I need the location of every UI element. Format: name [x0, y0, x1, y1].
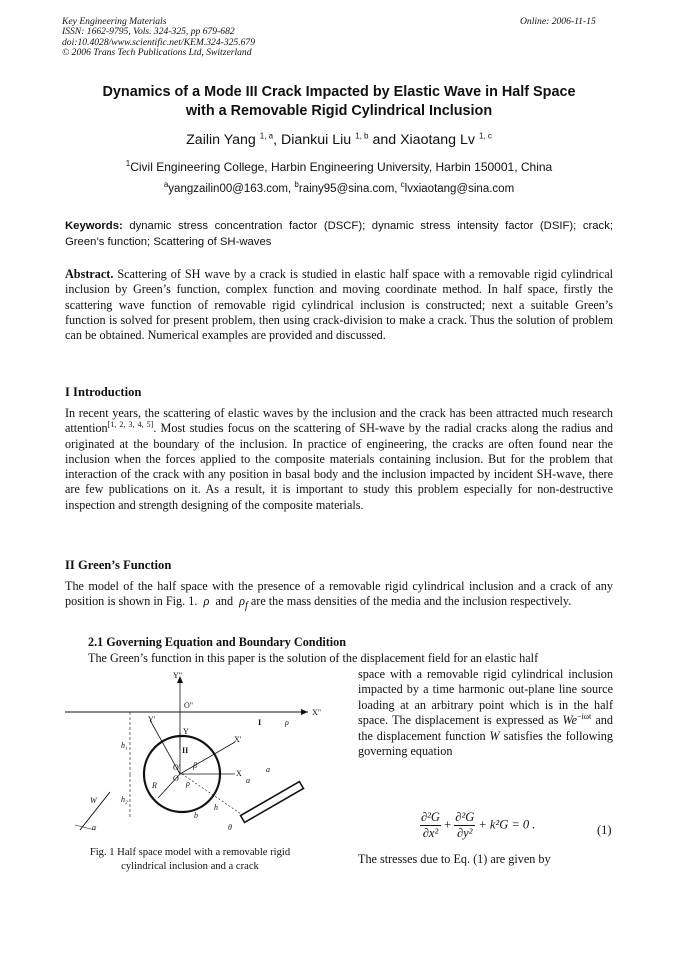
greens-paragraph: [65, 579, 613, 614]
label-ypp: Y": [173, 671, 183, 680]
greens-and: and: [215, 594, 234, 609]
keywords-label: Keywords:: [65, 220, 123, 232]
eq-num-1: ∂²G: [421, 810, 440, 824]
keywords-text: dynamic stress concentration factor (DSCF); dynamic stress intensity factor (DSIF); crack; Green’s function; Scattering of SH-waves: [65, 220, 613, 248]
label-opp: O": [184, 701, 194, 710]
author-1-sup: 1, a: [259, 131, 274, 141]
label-beta: β: [193, 761, 197, 770]
We-exponent: −iωt: [576, 712, 592, 722]
issn: ISSN: 1662-9795, Vols. 324-325, pp 679-682: [62, 26, 235, 38]
label-a2: a: [266, 765, 270, 774]
crack: [241, 782, 304, 823]
email-line: [60, 180, 618, 195]
eq-den-1: ∂x²: [422, 826, 439, 840]
title-line-2: with a Removable Rigid Cylindrical Inclusion: [185, 103, 493, 119]
label-xpp: X": [312, 708, 322, 717]
intro-text-2: . Most studies focus on the scattering of SH-wave by the radial cracks along the radius and originated at the boundary of the inclusion. In practice of engineering, the cracks are often found near the inclusion when the forces applied to the composite materials containing inclusion. But for the problem that interaction of the crack with any position in basal body and the inclusion impacted by incident SH-wave, there are few publications on it. As a result, it is important to study this problem especially for non-destructive inspection and strength designing of the composite materials.: [65, 421, 614, 512]
eq-tail: + k²G = 0 .: [478, 817, 536, 832]
label-op: O': [173, 763, 181, 772]
intro-citation: [1, 2, 3, 4, 5]: [107, 420, 154, 430]
author-sep-1: ,: [273, 132, 281, 148]
label-o: O: [173, 774, 179, 783]
greens-heading: II Green’s Function: [65, 558, 172, 572]
email-b-sup: b: [294, 180, 299, 190]
affiliation-sup: 1: [125, 159, 131, 168]
crack-offset-line: [182, 774, 250, 820]
label-yp: Y': [148, 715, 156, 724]
rho-f-symbol: ρ: [239, 594, 245, 609]
label-b: b: [194, 811, 198, 820]
label-region-II: II: [182, 746, 189, 755]
label-h: h: [214, 803, 218, 812]
subsection-heading: 2.1 Governing Equation and Boundary Condition: [88, 635, 347, 649]
stresses-line: The stresses due to Eq. (1) are given by: [358, 852, 551, 866]
author-2-sup: 1, b: [355, 131, 369, 141]
abstract: [65, 267, 613, 343]
keywords: [65, 218, 613, 250]
author-list: [60, 132, 618, 148]
email-c: lvxiaotang@sina.com: [404, 183, 515, 195]
intro-text-1: In recent years, the scattering of elastic waves by the inclusion and the crack has been attracted much research attention: [65, 406, 613, 436]
label-h1: h₁: [121, 741, 128, 750]
doi: doi:10.4028/www.scientific.net/KEM.324-325.679: [62, 36, 256, 48]
author-sep-2: and: [368, 132, 401, 148]
label-a1: a: [246, 776, 250, 785]
email-a: yangzailin00@163.com,: [168, 183, 295, 195]
label-alpha: α: [92, 823, 97, 832]
label-rhof: ρ: [186, 779, 190, 788]
subsection-text-c: satisfies the following governing equation: [358, 728, 613, 759]
rho-symbol: ρ: [203, 594, 210, 609]
subsection-line-1: The Green’s function in this paper is the solution of the displacement field for an elastic half: [88, 651, 539, 665]
author-3-sup: 1, c: [478, 131, 492, 141]
subsection-text-a: space with a removable rigid cylindrical inclusion impacted by a time harmonic out-plane line source loading at an arbitrary point which is in the half space. The displacement is expressed as: [358, 667, 613, 728]
running-header: [62, 17, 255, 59]
rho-f-sub: f: [245, 600, 248, 612]
intro-paragraph: [65, 406, 613, 513]
label-x: X: [236, 769, 242, 778]
title-line-1: Dynamics of a Mode III Crack Impacted by Elastic Wave in Half Space: [102, 84, 576, 100]
author-1: Zailin Yang: [186, 132, 256, 148]
abstract-label: Abstract.: [65, 267, 114, 281]
label-y: Y: [183, 727, 189, 736]
author-3: Xiaotang Lv: [400, 132, 475, 148]
abstract-text: Scattering of SH wave by a crack is studied in elastic half space with a removable rigid cylindrical inclusion by Green’s function, complex function and moving coordinate method. In half space, firstly the scattering wave function of removable rigid cylindrical inclusion is constructed; next a suitable Green’s function is solved for present problem, then using crack-division to make a crack. Thus the solution of problem can be obtained. Numerical examples are provided and discussed.: [65, 267, 613, 343]
greens-text-1: The model of the half space with the presence of a removable rigid cylindrical inclusion and a crack of any position is shown in Fig. 1.: [65, 579, 613, 609]
journal-name: Key Engineering Materials: [62, 16, 167, 27]
email-a-sup: a: [163, 180, 169, 190]
affiliation: [60, 160, 618, 174]
label-ws: W: [90, 796, 97, 805]
label-h2: h₂: [121, 795, 128, 804]
author-2: Diankui Liu: [281, 132, 352, 148]
greens-text-2: are the mass densities of the media and the inclusion respectively.: [250, 594, 572, 609]
eq-num-2: ∂²G: [455, 810, 475, 824]
label-region-I: I: [258, 718, 262, 727]
copyright: © 2006 Trans Tech Publications Ltd, Switzerland: [62, 47, 252, 59]
eq-den-2: ∂y²: [457, 826, 473, 840]
W-symbol: W: [489, 728, 500, 743]
figure-1: [60, 670, 350, 840]
x-axis-arrow: [301, 709, 308, 715]
equation-number: (1): [597, 823, 612, 837]
intro-heading: I Introduction: [65, 385, 142, 399]
subsection-text-b: and the displacement function: [358, 713, 613, 743]
paper-title: [60, 83, 618, 121]
label-xp: X': [234, 735, 242, 744]
label-rho: ρ: [285, 718, 289, 727]
email-b: rainy95@sina.com,: [298, 183, 401, 195]
subsection-right-column: [358, 667, 613, 759]
affiliation-text: Civil Engineering College, Harbin Engineering University, Harbin 150001, China: [130, 160, 553, 174]
label-theta: θ: [228, 823, 232, 832]
email-c-sup: c: [400, 180, 405, 190]
eq-plus: +: [444, 817, 452, 832]
We-symbol: We: [562, 713, 577, 728]
online-date: Online: 2006-11-15: [520, 16, 596, 27]
equation-1: [420, 810, 535, 841]
figure-caption: Fig. 1 Half space model with a removable rigid cylindrical inclusion and a crack: [89, 847, 291, 872]
label-re: R: [152, 781, 157, 790]
